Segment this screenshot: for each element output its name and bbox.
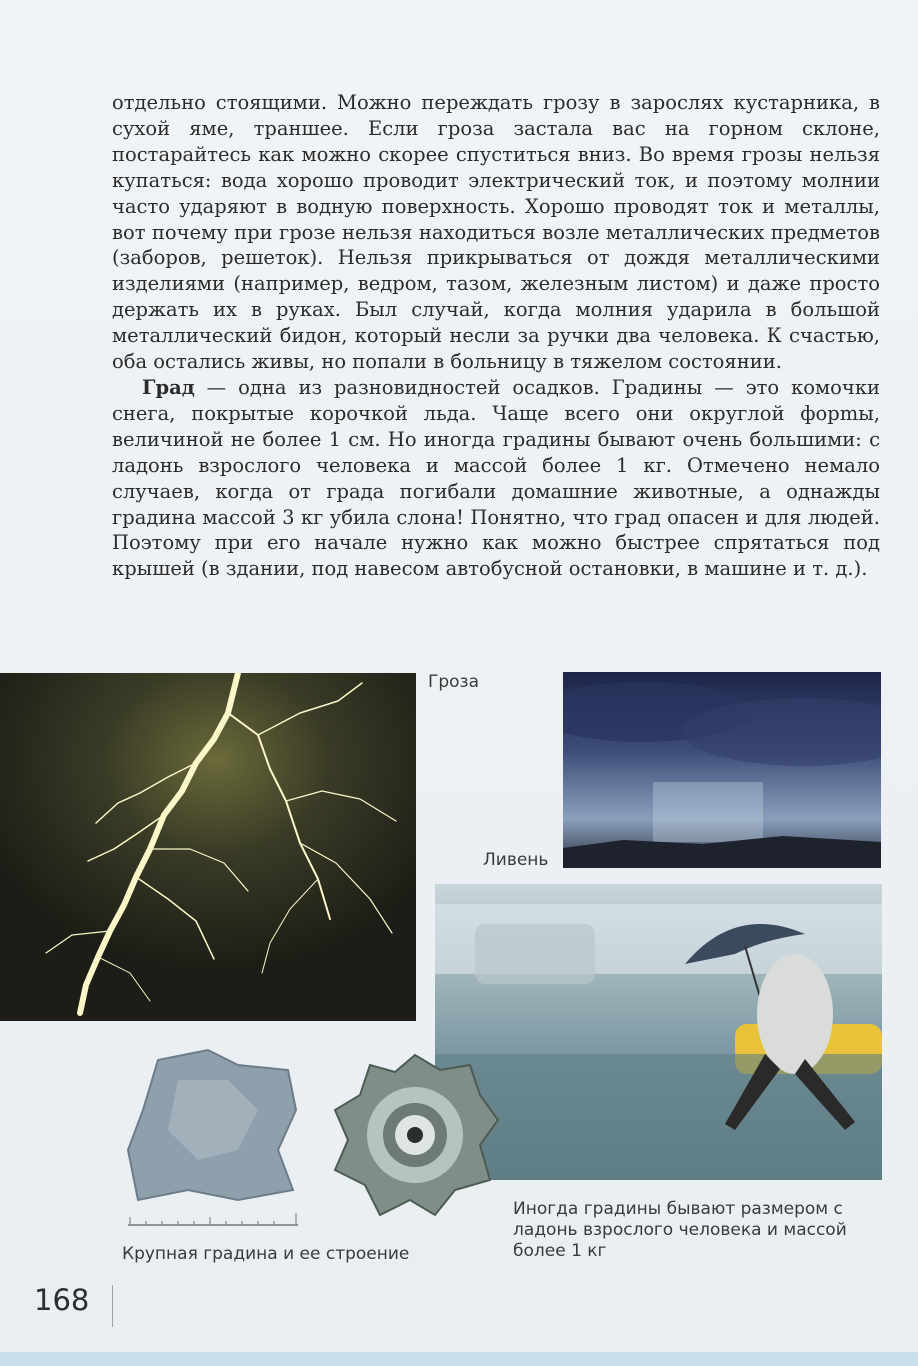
paragraph-hail bbox=[112, 375, 880, 582]
term-hail: Град bbox=[142, 375, 195, 399]
main-text bbox=[112, 90, 880, 582]
page-number: 168 bbox=[34, 1283, 90, 1317]
paragraph-thunderstorm-safety: отдельно стоящими. Можно переждать грозу в зарослях кустарника, в сухой яме, траншее. Если гроза застала вас на горном склоне, постарайтесь как можно скорее спуститься вниз. Во время грозы нельзя купаться: вода хорошо проводит электрический ток, и поэтому молнии часто ударяют в водную поверхность. Хорошо проводят ток и металлы, вот почему при грозе нельзя находиться возле металлических предметов (заборов, решеток). Нельзя прикрываться от дождя металлическими изделиями (например, ведром, тазом, железным листом) и даже просто держать их в руках. Был случай, когда молния ударила в большой металлический бидон, который несли за ручки два человека. К счастью, оба остались живы, но попали в больницу в тяжелом состоянии. bbox=[112, 91, 880, 374]
caption-hail-size: Иногда градины бывают размером с ладонь взрослого человека и массой более 1 кг bbox=[513, 1199, 847, 1261]
umbrella-street-photo bbox=[435, 884, 882, 1180]
bottom-color-strip bbox=[0, 1352, 918, 1366]
hailstone-photo-outer bbox=[118, 1040, 308, 1210]
hailstone-photo-cross-section bbox=[330, 1050, 500, 1220]
paragraph-hail-text: — одна из разновидностей осадков. Градины — это комочки снега, покрытые корочкой льда. Чаще всего они округлой форmы, величиной не более 1 см. Но иногда градины бывают очень большими: с ладонь взрослого человека и массой более 1 кг. Отмечено немало случаев, когда от града погибали домашние животные, а однажды градина массой 3 кг убила слона! Понятно, что град опасен и для людей. Поэтому при его начале нужно как можно быстрее спрятаться под крышей (в здании, под навесом автобусной остановки, в машине и т. д.). bbox=[112, 375, 880, 581]
scale-ruler bbox=[128, 1212, 298, 1226]
page-number-divider bbox=[112, 1285, 113, 1327]
caption-storm: Гроза bbox=[428, 672, 480, 692]
caption-downpour: Ливень bbox=[483, 850, 549, 870]
caption-hailstone-structure: Крупная градина и ее строение bbox=[122, 1244, 410, 1264]
lightning-photo bbox=[0, 673, 416, 1021]
downpour-photo bbox=[563, 672, 881, 868]
